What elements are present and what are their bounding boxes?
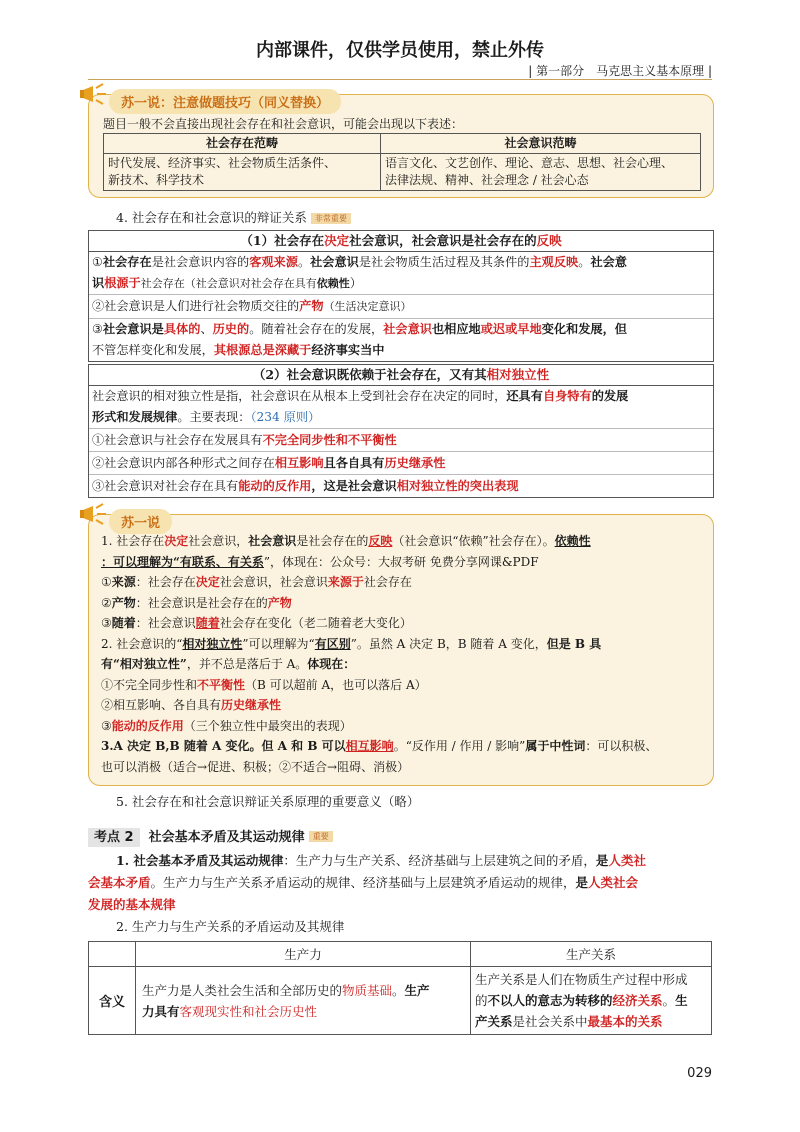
- tip-box-title: 苏一说：注意做题技巧（同义替换）: [109, 89, 341, 114]
- megaphone-icon: [79, 81, 109, 107]
- tip-box-technique: [88, 94, 714, 198]
- page-header-title: 内部课件，仅供学员使用，禁止外传: [256, 40, 544, 61]
- box2-item-3: ③社会意识对社会存在具有能动的反作用，这是社会意识相对独立性的突出表现: [92, 479, 519, 493]
- kaodian-title: 社会基本矛盾及其运动规律: [148, 830, 305, 845]
- kaodian-label: 考点 2: [88, 828, 140, 847]
- row-label-meaning: 含义: [89, 967, 136, 1035]
- importance-tag: 重要: [309, 831, 333, 842]
- page-header-subtitle: | 第一部分 马克思主义基本原理 |: [528, 64, 712, 78]
- section-4-title: 4. 社会存在和社会意识的辩证关系 非常重要: [116, 208, 351, 226]
- basic-contradiction-paragraph: 1. 社会基本矛盾及其运动规律：生产力与生产关系、经济基础与上层建筑之间的矛盾，是人类社 会基本矛盾。生产力与生产关系矛盾运动的规律、经济基础与上层建筑矛盾运动的规律，是人类社会 发展的基本规律: [88, 853, 646, 912]
- box1-item-2: ②社会意识是人们进行社会物质交往的产物（生活决定意识）: [89, 295, 713, 319]
- box2-heading: （2）社会意识既依赖于社会存在，又有其相对独立性: [89, 365, 713, 386]
- relations-meaning: 生产关系是人们在物质生产过程中形成 的不以人的意志为转移的经济关系。生 产关系是社会关系中最基本的关系: [471, 967, 712, 1035]
- box2-definition: 社会意识的相对独立性是指，社会意识在从根本上受到社会存在决定的同时，还具有自身特有的发展 形式和发展规律。主要表现：（234 原则）: [89, 386, 713, 429]
- existence-terms: 时代发展、经济事实、社会物质生活条件、 新技术、科学技术: [104, 154, 381, 191]
- kaodian-2-heading: [88, 826, 333, 845]
- col-header-existence: 社会存在范畴: [104, 134, 381, 154]
- box2-item-1: ①社会意识与社会存在发展具有不完全同步性和不平衡性: [89, 429, 713, 452]
- col-header-consciousness: 社会意识范畴: [381, 134, 701, 154]
- productivity-meaning: 生产力是人类社会生活和全部历史的物质基础。生产 力具有客观现实性和社会历史性: [136, 967, 471, 1035]
- category-table: [103, 133, 701, 191]
- box1-item-3: ③社会意识是具体的、历史的。随着社会存在的发展，社会意识也相应地或迟或早地变化和发展，但 不管怎样变化和发展，其根源总是深藏于经济事实当中: [92, 322, 627, 357]
- col-header-productivity: 生产力: [136, 942, 471, 967]
- megaphone-icon: [79, 501, 109, 527]
- section-5-title: 5. 社会存在和社会意识辩证关系原理的重要意义（略）: [116, 794, 420, 809]
- tip2-content: 1. 社会存在决定社会意识，社会意识是社会存在的反映（社会意识“依赖”社会存在）。依赖性 ：可以理解为“有联系、有关系”，体现在：公众号：大叔考研 免费分享网课&PDF ①来源：社会存在决定社会意识，社会意识来源于社会存在 ②产物：社会意识是社会存在的产物 ③随着：社会意识随着社会存在变化（老二随着老大变化） 2. 社会意识的“相对独立性”可以理解为“有区别”。虽然 A 决定 B，B 随着 A 变化，但是 B 具 有“相对独立性”，并不总是落后于 A。体现在： ①不完全同步性和不平衡性（B 可以超前 A，也可以落后 A） ②相互影响、各自具有历史继承性 ③能动的反作用（三个独立性中最突出的表现） 3.A 决定 B,B 随着 A 变化。但 A 和 B 可以相互影响。“反作用 / 作用 / 影响”属于中性词：可以积极、 也可以消极（适合→促进、积极；②不适合→阻碍、消极）: [101, 534, 658, 774]
- productivity-relations-title: 2. 生产力与生产关系的矛盾运动及其规律: [116, 919, 345, 934]
- dialectic-box-2: [88, 364, 714, 498]
- dialectic-box-1: [88, 230, 714, 362]
- box2-item-2: ②社会意识内部各种形式之间存在相互影响且各自具有历史继承性: [89, 452, 713, 475]
- tip-box-title: 苏一说: [109, 509, 172, 534]
- box1-heading: （1）社会存在决定社会意识，社会意识是社会存在的反映: [89, 231, 713, 252]
- tip-intro: 题目一般不会直接出现社会存在和社会意识，可能会出现以下表述：: [103, 117, 464, 131]
- header-divider: [88, 79, 712, 80]
- consciousness-terms: 语言文化、文艺创作、理论、意志、思想、社会心理、 法律法规、精神、社会理念 / 社会心态: [381, 154, 701, 191]
- box1-item-1: ①社会存在是社会意识内容的客观来源。社会意识是社会物质生活过程及其条件的主观反映。社会意 识根源于社会存在（社会意识对社会存在具有依赖性）: [89, 252, 713, 295]
- tip-box-explanation: [88, 514, 714, 786]
- importance-tag: 非常重要: [311, 213, 351, 224]
- productivity-table: [88, 941, 712, 1035]
- page-number: 029: [687, 1066, 712, 1081]
- col-header-relations: 生产关系: [471, 942, 712, 967]
